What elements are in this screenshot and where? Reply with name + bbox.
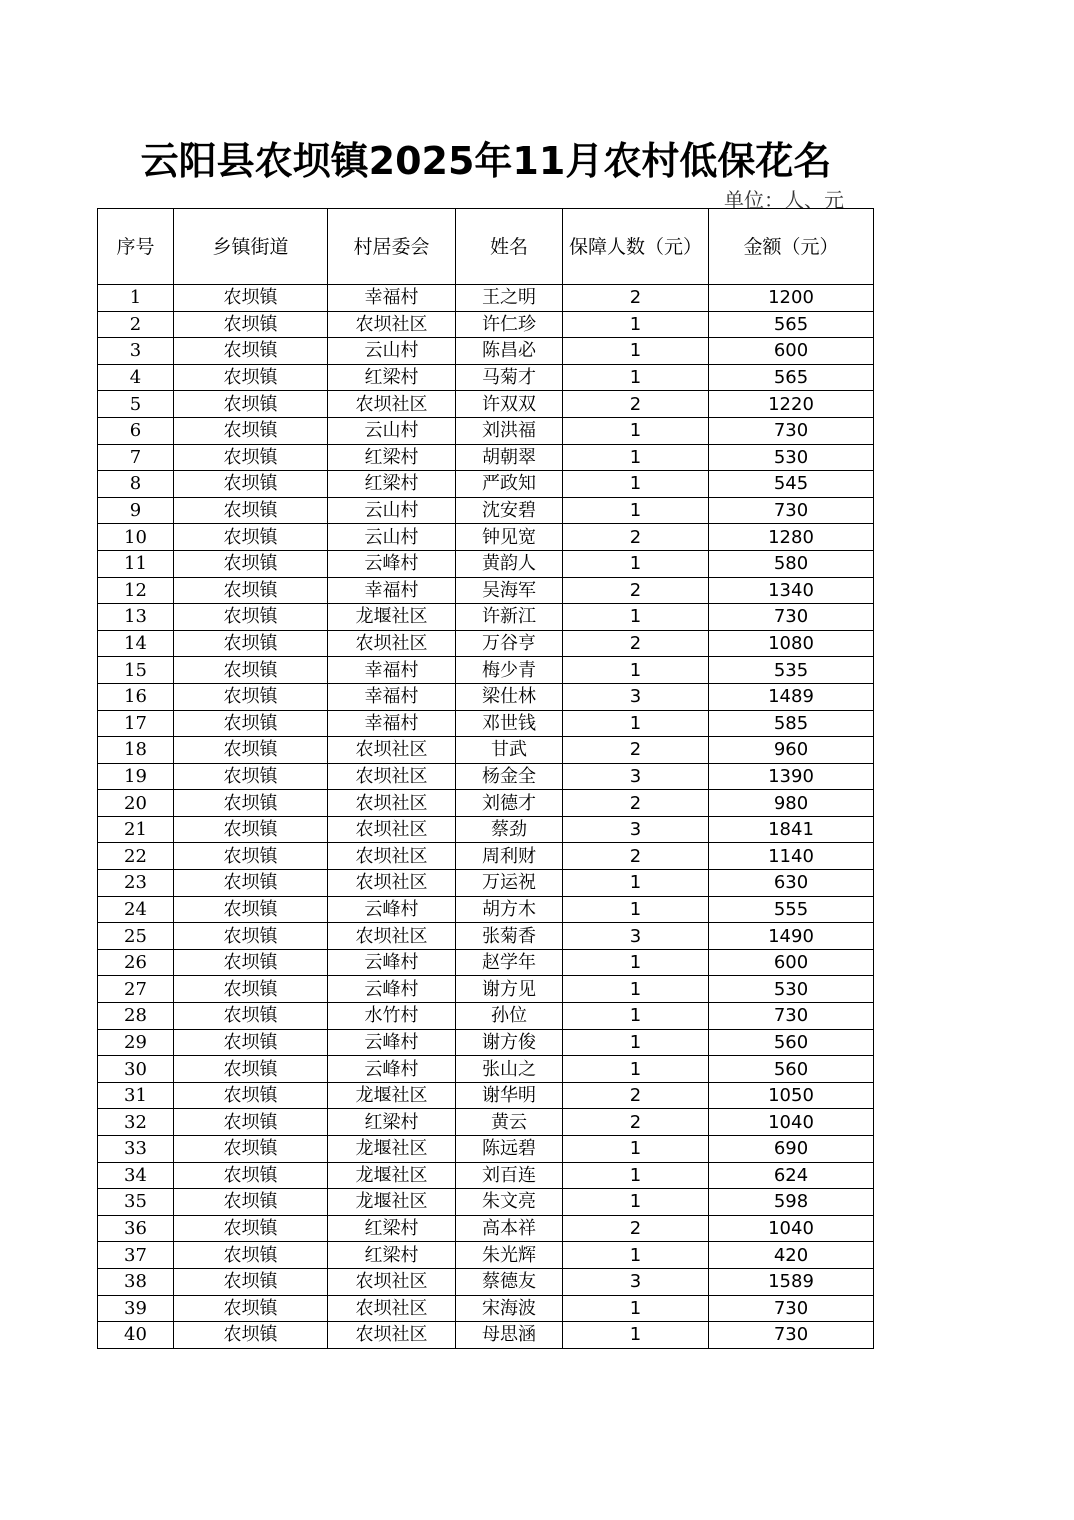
cell-index: 4 [98,364,174,391]
cell-count: 3 [563,923,709,950]
cell-count: 2 [563,524,709,551]
cell-committee: 农坝社区 [328,870,456,897]
cell-index: 15 [98,657,174,684]
cell-name: 吴海军 [456,577,563,604]
cell-town: 农坝镇 [174,630,328,657]
cell-committee: 农坝社区 [328,630,456,657]
cell-amount: 560 [709,1056,874,1083]
cell-index: 11 [98,550,174,577]
cell-count: 1 [563,1295,709,1322]
cell-index: 7 [98,444,174,471]
cell-town: 农坝镇 [174,896,328,923]
cell-town: 农坝镇 [174,1268,328,1295]
cell-amount: 1040 [709,1215,874,1242]
cell-town: 农坝镇 [174,1215,328,1242]
cell-town: 农坝镇 [174,338,328,365]
cell-name: 陈昌必 [456,338,563,365]
cell-count: 1 [563,604,709,631]
header-name: 姓名 [456,209,563,285]
table-row [98,1056,874,1083]
cell-index: 31 [98,1082,174,1109]
cell-count: 1 [563,1029,709,1056]
cell-town: 农坝镇 [174,1322,328,1349]
table-row [98,737,874,764]
table-row [98,391,874,418]
table-row [98,604,874,631]
cell-town: 农坝镇 [174,1136,328,1163]
cell-name: 万谷亨 [456,630,563,657]
cell-count: 3 [563,816,709,843]
table-row [98,338,874,365]
cell-amount: 1490 [709,923,874,950]
table-row [98,1109,874,1136]
cell-name: 蔡劲 [456,816,563,843]
cell-town: 农坝镇 [174,1295,328,1322]
cell-count: 1 [563,896,709,923]
cell-amount: 600 [709,949,874,976]
cell-index: 33 [98,1136,174,1163]
cell-name: 母思涵 [456,1322,563,1349]
cell-committee: 云山村 [328,338,456,365]
cell-count: 1 [563,657,709,684]
cell-count: 3 [563,683,709,710]
cell-amount: 1220 [709,391,874,418]
table-row [98,1295,874,1322]
cell-town: 农坝镇 [174,1189,328,1216]
cell-amount: 730 [709,417,874,444]
table-row [98,816,874,843]
cell-town: 农坝镇 [174,657,328,684]
cell-town: 农坝镇 [174,364,328,391]
cell-count: 1 [563,364,709,391]
cell-amount: 730 [709,604,874,631]
table-row [98,1189,874,1216]
cell-amount: 1200 [709,285,874,312]
cell-town: 农坝镇 [174,1056,328,1083]
header-index: 序号 [98,209,174,285]
cell-name: 甘武 [456,737,563,764]
cell-amount: 1080 [709,630,874,657]
table-row [98,763,874,790]
table-row [98,1162,874,1189]
cell-index: 32 [98,1109,174,1136]
cell-count: 1 [563,976,709,1003]
cell-count: 1 [563,550,709,577]
cell-count: 1 [563,497,709,524]
cell-town: 农坝镇 [174,710,328,737]
cell-index: 8 [98,471,174,498]
cell-amount: 980 [709,790,874,817]
cell-town: 农坝镇 [174,870,328,897]
cell-amount: 1390 [709,763,874,790]
cell-committee: 幸福村 [328,577,456,604]
cell-index: 1 [98,285,174,312]
cell-amount: 630 [709,870,874,897]
cell-index: 2 [98,311,174,338]
cell-name: 杨金全 [456,763,563,790]
cell-committee: 农坝社区 [328,923,456,950]
cell-name: 严政知 [456,471,563,498]
cell-name: 梁仕林 [456,683,563,710]
cell-index: 24 [98,896,174,923]
cell-committee: 红梁村 [328,444,456,471]
cell-name: 赵学年 [456,949,563,976]
cell-town: 农坝镇 [174,790,328,817]
cell-amount: 565 [709,311,874,338]
cell-count: 2 [563,1082,709,1109]
cell-count: 1 [563,471,709,498]
table-row [98,550,874,577]
table-row [98,976,874,1003]
cell-amount: 420 [709,1242,874,1269]
cell-committee: 龙堰社区 [328,1082,456,1109]
cell-committee: 红梁村 [328,1215,456,1242]
cell-amount: 545 [709,471,874,498]
cell-committee: 云山村 [328,497,456,524]
cell-committee: 农坝社区 [328,311,456,338]
cell-name: 宋海波 [456,1295,563,1322]
table-row [98,1242,874,1269]
cell-amount: 555 [709,896,874,923]
table-header-row [98,209,874,285]
cell-index: 6 [98,417,174,444]
table-row [98,524,874,551]
cell-committee: 龙堰社区 [328,1189,456,1216]
cell-index: 5 [98,391,174,418]
cell-amount: 535 [709,657,874,684]
table-row [98,1322,874,1349]
cell-town: 农坝镇 [174,524,328,551]
cell-amount: 1489 [709,683,874,710]
cell-town: 农坝镇 [174,604,328,631]
cell-index: 9 [98,497,174,524]
cell-name: 朱光辉 [456,1242,563,1269]
cell-town: 农坝镇 [174,550,328,577]
cell-committee: 水竹村 [328,1003,456,1030]
cell-count: 1 [563,417,709,444]
cell-amount: 530 [709,976,874,1003]
cell-committee: 红梁村 [328,471,456,498]
table-row [98,843,874,870]
cell-count: 1 [563,1189,709,1216]
cell-committee: 幸福村 [328,710,456,737]
cell-count: 2 [563,630,709,657]
cell-committee: 农坝社区 [328,1322,456,1349]
cell-committee: 农坝社区 [328,816,456,843]
cell-amount: 1040 [709,1109,874,1136]
cell-index: 35 [98,1189,174,1216]
roster-table [97,208,874,1349]
cell-index: 27 [98,976,174,1003]
cell-amount: 1841 [709,816,874,843]
cell-committee: 龙堰社区 [328,1162,456,1189]
cell-count: 3 [563,763,709,790]
cell-name: 邓世钱 [456,710,563,737]
cell-town: 农坝镇 [174,843,328,870]
cell-committee: 农坝社区 [328,843,456,870]
cell-town: 农坝镇 [174,497,328,524]
cell-town: 农坝镇 [174,816,328,843]
cell-name: 黄云 [456,1109,563,1136]
cell-index: 16 [98,683,174,710]
cell-town: 农坝镇 [174,1109,328,1136]
cell-amount: 585 [709,710,874,737]
cell-committee: 农坝社区 [328,1268,456,1295]
cell-amount: 730 [709,1322,874,1349]
table-row [98,1268,874,1295]
cell-name: 蔡德友 [456,1268,563,1295]
cell-index: 20 [98,790,174,817]
cell-committee: 云峰村 [328,550,456,577]
cell-index: 38 [98,1268,174,1295]
cell-amount: 1280 [709,524,874,551]
table-body [98,285,874,1349]
cell-committee: 红梁村 [328,1242,456,1269]
cell-name: 许双双 [456,391,563,418]
cell-count: 2 [563,391,709,418]
cell-amount: 1140 [709,843,874,870]
cell-index: 3 [98,338,174,365]
cell-index: 19 [98,763,174,790]
cell-amount: 730 [709,497,874,524]
cell-count: 2 [563,577,709,604]
cell-committee: 龙堰社区 [328,604,456,631]
cell-committee: 农坝社区 [328,737,456,764]
cell-name: 许仁珍 [456,311,563,338]
cell-amount: 1050 [709,1082,874,1109]
cell-index: 26 [98,949,174,976]
cell-committee: 云峰村 [328,896,456,923]
header-count: 保障人数（元） [563,209,709,285]
cell-index: 36 [98,1215,174,1242]
cell-committee: 云峰村 [328,1056,456,1083]
cell-committee: 云山村 [328,524,456,551]
cell-town: 农坝镇 [174,1082,328,1109]
cell-name: 张山之 [456,1056,563,1083]
table-row [98,1215,874,1242]
table-row [98,790,874,817]
cell-amount: 580 [709,550,874,577]
cell-count: 2 [563,843,709,870]
table-row [98,949,874,976]
cell-index: 12 [98,577,174,604]
header-committee: 村居委会 [328,209,456,285]
cell-name: 刘德才 [456,790,563,817]
cell-amount: 560 [709,1029,874,1056]
cell-count: 1 [563,949,709,976]
cell-name: 马菊才 [456,364,563,391]
cell-name: 朱文亮 [456,1189,563,1216]
cell-count: 1 [563,1162,709,1189]
cell-index: 34 [98,1162,174,1189]
cell-amount: 624 [709,1162,874,1189]
cell-name: 胡方木 [456,896,563,923]
cell-count: 2 [563,737,709,764]
cell-name: 许新江 [456,604,563,631]
cell-amount: 1340 [709,577,874,604]
cell-count: 1 [563,338,709,365]
cell-name: 刘洪福 [456,417,563,444]
table-row [98,471,874,498]
cell-index: 23 [98,870,174,897]
cell-index: 18 [98,737,174,764]
cell-town: 农坝镇 [174,311,328,338]
cell-committee: 农坝社区 [328,1295,456,1322]
cell-index: 39 [98,1295,174,1322]
cell-count: 1 [563,1056,709,1083]
table-row [98,497,874,524]
table-row [98,444,874,471]
cell-name: 胡朝翠 [456,444,563,471]
cell-name: 谢方俊 [456,1029,563,1056]
table-row [98,710,874,737]
table-row [98,285,874,312]
cell-name: 陈远碧 [456,1136,563,1163]
cell-count: 2 [563,1215,709,1242]
cell-name: 钟见宽 [456,524,563,551]
cell-town: 农坝镇 [174,577,328,604]
cell-town: 农坝镇 [174,923,328,950]
cell-name: 沈安碧 [456,497,563,524]
cell-index: 40 [98,1322,174,1349]
cell-committee: 龙堰社区 [328,1136,456,1163]
cell-amount: 530 [709,444,874,471]
cell-count: 1 [563,1003,709,1030]
cell-name: 刘百连 [456,1162,563,1189]
table-row [98,870,874,897]
cell-committee: 云峰村 [328,1029,456,1056]
cell-name: 黄韵人 [456,550,563,577]
cell-count: 2 [563,285,709,312]
cell-index: 13 [98,604,174,631]
cell-name: 万运祝 [456,870,563,897]
cell-index: 22 [98,843,174,870]
cell-committee: 云山村 [328,417,456,444]
cell-count: 1 [563,311,709,338]
cell-name: 孙位 [456,1003,563,1030]
table-row [98,1029,874,1056]
table-row [98,1136,874,1163]
cell-index: 30 [98,1056,174,1083]
cell-name: 谢华明 [456,1082,563,1109]
cell-committee: 云峰村 [328,976,456,1003]
cell-committee: 农坝社区 [328,763,456,790]
cell-amount: 960 [709,737,874,764]
cell-amount: 600 [709,338,874,365]
cell-town: 农坝镇 [174,444,328,471]
cell-name: 周利财 [456,843,563,870]
unit-note: 单位：人、元 [724,188,844,212]
cell-town: 农坝镇 [174,285,328,312]
cell-count: 1 [563,1136,709,1163]
cell-amount: 730 [709,1003,874,1030]
cell-index: 21 [98,816,174,843]
cell-amount: 690 [709,1136,874,1163]
cell-index: 28 [98,1003,174,1030]
cell-town: 农坝镇 [174,391,328,418]
cell-town: 农坝镇 [174,949,328,976]
cell-committee: 幸福村 [328,285,456,312]
cell-town: 农坝镇 [174,1242,328,1269]
cell-town: 农坝镇 [174,1029,328,1056]
cell-town: 农坝镇 [174,763,328,790]
cell-count: 1 [563,870,709,897]
cell-count: 1 [563,444,709,471]
table-row [98,577,874,604]
cell-count: 2 [563,790,709,817]
table-row [98,683,874,710]
cell-town: 农坝镇 [174,471,328,498]
table-row [98,1082,874,1109]
cell-index: 17 [98,710,174,737]
cell-count: 1 [563,1242,709,1269]
cell-index: 37 [98,1242,174,1269]
cell-name: 谢方见 [456,976,563,1003]
cell-amount: 565 [709,364,874,391]
cell-committee: 红梁村 [328,1109,456,1136]
cell-committee: 红梁村 [328,364,456,391]
table-row [98,630,874,657]
table-row [98,417,874,444]
cell-town: 农坝镇 [174,737,328,764]
cell-index: 10 [98,524,174,551]
cell-index: 25 [98,923,174,950]
cell-town: 农坝镇 [174,683,328,710]
table-row [98,657,874,684]
cell-amount: 1589 [709,1268,874,1295]
cell-committee: 农坝社区 [328,391,456,418]
cell-name: 高本祥 [456,1215,563,1242]
cell-committee: 云峰村 [328,949,456,976]
cell-index: 14 [98,630,174,657]
cell-index: 29 [98,1029,174,1056]
cell-name: 梅少青 [456,657,563,684]
cell-amount: 598 [709,1189,874,1216]
cell-committee: 农坝社区 [328,790,456,817]
page-title: 云阳县农坝镇2025年11月农村低保花名 [140,139,832,183]
cell-count: 1 [563,710,709,737]
cell-count: 3 [563,1268,709,1295]
table-row [98,1003,874,1030]
cell-count: 1 [563,1322,709,1349]
cell-committee: 幸福村 [328,657,456,684]
header-amount: 金额（元） [709,209,874,285]
cell-name: 张菊香 [456,923,563,950]
cell-count: 2 [563,1109,709,1136]
table-row [98,364,874,391]
table-row [98,923,874,950]
cell-town: 农坝镇 [174,1003,328,1030]
cell-town: 农坝镇 [174,417,328,444]
cell-amount: 730 [709,1295,874,1322]
cell-name: 王之明 [456,285,563,312]
table-row [98,896,874,923]
cell-committee: 幸福村 [328,683,456,710]
cell-town: 农坝镇 [174,976,328,1003]
header-town: 乡镇街道 [174,209,328,285]
table-row [98,311,874,338]
cell-town: 农坝镇 [174,1162,328,1189]
